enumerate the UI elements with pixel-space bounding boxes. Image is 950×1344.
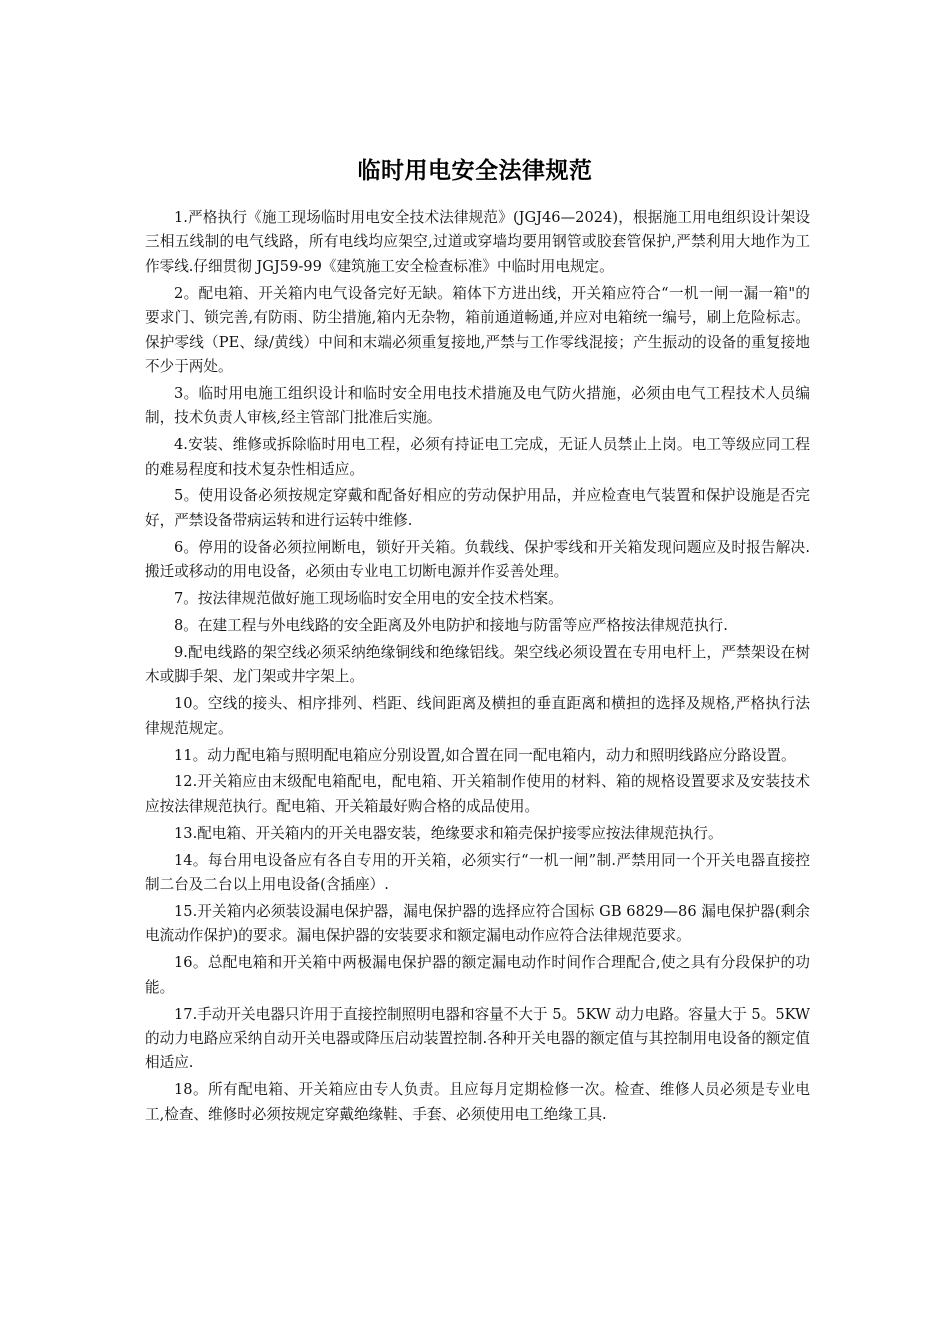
paragraph-15: 15.开关箱内必须装设漏电保护器，漏电保护器的选择应符合国标 GB 6829—86 漏电保护器(剩余电流动作保护)的要求。漏电保护器的安装要求和额定漏电动作应符合法律规范要求。 [145,902,810,945]
paragraph-6: 6。停用的设备必须拉闸断电，锁好开关箱。负载线、保护零线和开关箱发现问题应及时报告解决.搬迁或移动的用电设备，必须由专业电工切断电源并作妥善处理。 [145,538,810,581]
paragraph-11: 11。动力配电箱与照明配电箱应分别设置,如合置在同一配电箱内，动力和照明线路应分路设置。 [174,746,796,764]
paragraph-14: 14。每台用电设备应有各自专用的开关箱，必须实行“一机一闸”制.严禁用同一个开关电器直接控制二台及二台以上用电设备(含插座）. [145,851,810,894]
paragraph-16: 16。总配电箱和开关箱中两极漏电保护器的额定漏电动作时间作合理配合,使之具有分段保护的功能。 [145,954,810,996]
paragraph-18: 18。所有配电箱、开关箱应由专人负责。且应每月定期检修一次。检查、维修人员必须是专业电工,检查、维修时必须按规定穿戴绝缘鞋、手套、必须使用电工绝缘工具. [145,1081,810,1123]
paragraph-1: 1.严格执行《施工现场临时用电安全技术法律规范》(JGJ46—2024)，根据施工用电组织设计架设三相五线制的电气线路，所有电线均应架空,过道或穿墙均要用钢管或胶套管保护,严禁利用大地作为工作零线.仔细贯彻 JGJ59-99《建筑施工安全检查标准》中临时用电规定。 [145,209,810,275]
paragraph-2: 2。配电箱、开关箱内电气设备完好无缺。箱体下方进出线，开关箱应符合“一机一闸一漏一箱"的要求门、锁完善,有防雨、防尘措施,箱内无杂物，箱前通道畅通,并应对电箱统一编号，刷上危险标志。保护零线（PE、绿/黄线）中间和末端必须重复接地,严禁与工作零线混接；产生振动的设备的重复接地不少于两处。 [145,284,810,375]
paragraph-3: 3。临时用电施工组织设计和临时安全用电技术措施及电气防火措施，必须由电气工程技术人员编制，技术负责人审核,经主管部门批准后实施。 [145,384,810,427]
paragraph-17: 17.手动开关电器只许用于直接控制照明电器和容量不大于 5。5KW 动力电路。容量大于 5。5KW 的动力电路应采纳自动开关电器或降压启动装置控制.各种开关电器的额定值与其控制用电设备的额定值相适应. [145,1005,810,1072]
paragraph-7: 7。按法律规范做好施工现场临时安全用电的安全技术档案。 [174,590,563,608]
paragraph-8: 8。在建工程与外电线路的安全距离及外电防护和接地与防雷等应严格按法律规范执行. [174,617,728,634]
paragraph-13: 13.配电箱、开关箱内的开关电器安装，绝缘要求和箱壳保护接零应按法律规范执行。 [174,824,723,842]
document-body [145,206,810,1130]
paragraph-12: 12.开关箱应由末级配电箱配电，配电箱、开关箱制作使用的材料、箱的规格设置要求及安装技术应按法律规范执行。配电箱、开关箱最好购合格的成品使用。 [145,773,810,815]
paragraph-10: 10。空线的接头、相序排列、档距、线间距离及横担的垂直距离和横担的选择及规格,严格执行法律规范规定。 [145,695,810,737]
paragraph-5: 5。使用设备必须按规定穿戴和配备好相应的劳动保护用品，并应检查电气装置和保护设施是否完好，严禁设备带病运转和进行运转中维修. [145,487,810,529]
paragraph-9: 9.配电线路的架空线必须采纳绝缘铜线和绝缘铝线。架空线必须设置在专用电杆上，严禁架设在树木或脚手架、龙门架或井字架上。 [145,643,810,686]
paragraph-4: 4.安装、维修或拆除临时用电工程，必须有持证电工完成，无证人员禁止上岗。电工等级应同工程的难易程度和技术复杂性相适应。 [145,436,810,478]
document-title: 临时用电安全法律规范 [357,158,593,184]
